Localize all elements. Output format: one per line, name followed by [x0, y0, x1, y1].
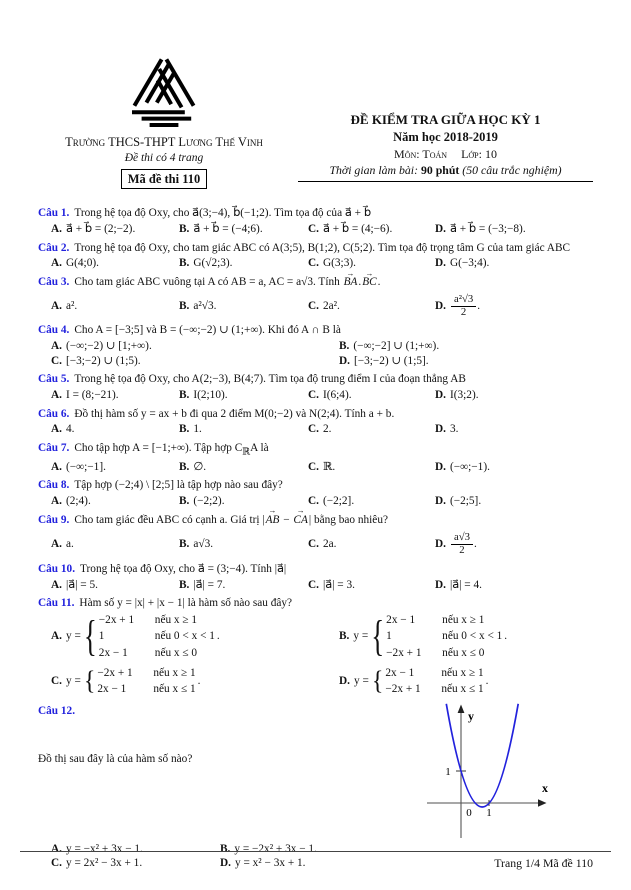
- vector-BC: BC →: [362, 275, 376, 290]
- school-block: [38, 56, 290, 189]
- option-d: [435, 388, 593, 403]
- option-b-key: B.: [179, 538, 190, 551]
- fraction-numerator: a²√3: [451, 294, 476, 307]
- option-c-text: (−2;2].: [322, 494, 355, 507]
- case-expr: −2x + 1: [98, 613, 135, 626]
- option-a-text: (−∞;−1].: [65, 460, 106, 473]
- piecewise-cases: [99, 612, 215, 661]
- option-a-key: A.: [51, 223, 62, 236]
- question-6-stem: [38, 407, 593, 422]
- option-a-text: a⃗ + b⃗ = (2;−2).: [65, 223, 136, 236]
- option-a: [51, 460, 177, 475]
- option-b-key: B.: [179, 578, 190, 591]
- vector-CA: CA →: [293, 513, 307, 528]
- option-d: [435, 422, 593, 437]
- question-2-stem: [38, 241, 593, 256]
- question-4-options: [51, 339, 593, 368]
- option-d-key: D.: [435, 460, 446, 473]
- question-9-stem: [38, 513, 593, 528]
- vector-BA: BA →: [344, 275, 358, 290]
- option-a-text: G(4;0).: [65, 257, 99, 270]
- option-d-suffix: .: [473, 538, 477, 551]
- question-7-options: [51, 460, 593, 475]
- case-expr: −2x + 1: [386, 646, 422, 659]
- option-d-key: D.: [435, 299, 446, 312]
- question-7-text-end: A là: [250, 442, 269, 455]
- option-c: [51, 665, 337, 698]
- case-cond: nếu x ≥ 1: [442, 613, 485, 626]
- case-expr: 2x − 1: [386, 613, 416, 626]
- option-c-text: 2.: [322, 423, 332, 436]
- option-b-text: y = −2x² + 3x − 1.: [234, 842, 317, 855]
- x-tick-label: 1: [486, 806, 492, 819]
- question-8-stem: [38, 478, 593, 493]
- option-a-key: A.: [51, 460, 62, 473]
- option-c-text: |a⃗| = 3.: [322, 578, 355, 591]
- option-b: [179, 460, 306, 475]
- option-d-key: D.: [435, 389, 446, 402]
- piecewise-cases: [386, 612, 502, 661]
- option-d: [435, 531, 593, 558]
- option-b-key: B.: [220, 842, 231, 855]
- set-complement-subscript: ℝ: [242, 447, 251, 458]
- option-c-text: 2a.: [322, 538, 337, 551]
- exam-grade: Lớp: 10: [461, 146, 497, 161]
- question-6-number: Câu 6.: [38, 407, 70, 420]
- duration-prefix: Thời gian làm bài:: [329, 163, 421, 178]
- option-b-key: B.: [179, 389, 190, 402]
- option-d-key: D.: [435, 494, 446, 507]
- question-11-number: Câu 11.: [38, 597, 75, 610]
- function-lead: y =: [353, 630, 369, 643]
- option-d: [435, 256, 593, 271]
- option-a-text: (2;4).: [65, 494, 91, 507]
- option-c-key: C.: [308, 494, 319, 507]
- question-9-text-end: | bằng bao nhiêu?: [308, 513, 388, 526]
- exam-info-block: [298, 112, 593, 182]
- y-axis-label: y: [468, 708, 474, 723]
- option-a-text: y = −x² + 3x − 1.: [65, 842, 143, 855]
- case-cond: nếu x ≤ 1: [153, 683, 196, 696]
- case-cond: nếu x ≥ 1: [153, 667, 196, 679]
- function-lead: y =: [65, 630, 81, 643]
- option-c-key: C.: [308, 223, 319, 236]
- question-2-number: Câu 2.: [38, 241, 70, 254]
- brace-left: {: [371, 611, 385, 660]
- question-3: [38, 275, 593, 319]
- vector-AB: AB →: [266, 513, 280, 528]
- option-b-key: B.: [179, 257, 190, 270]
- option-c-key: C.: [51, 675, 62, 688]
- option-a-text: |a⃗| = 5.: [65, 578, 98, 591]
- parabola-curve: [446, 704, 518, 807]
- option-d-text: 3.: [449, 423, 459, 436]
- option-c: [308, 256, 433, 271]
- option-b: [179, 494, 306, 509]
- question-7-text: Cho tập hợp A = [−1;+∞). Tập hợp C: [74, 442, 243, 455]
- question-1: [38, 206, 593, 236]
- option-c-text: a⃗ + b⃗ = (4;−6).: [322, 223, 393, 236]
- question-8-number: Câu 8.: [38, 479, 70, 492]
- option-d: [339, 665, 593, 698]
- piecewise-cases: [97, 665, 195, 698]
- option-d: [339, 354, 593, 369]
- option-c-text: 2a².: [322, 299, 340, 312]
- option-b-key: B.: [179, 223, 190, 236]
- question-9-number: Câu 9.: [38, 513, 70, 526]
- y-axis-arrow: [458, 704, 465, 713]
- option-a-key: A.: [51, 578, 62, 591]
- option-a-text: 4.: [65, 423, 75, 436]
- option-a-key: A.: [51, 299, 62, 312]
- option-a: [51, 537, 177, 552]
- question-7-number: Câu 7.: [38, 442, 70, 455]
- option-a: [51, 612, 337, 661]
- option-a: [51, 422, 177, 437]
- question-4-stem: [38, 323, 593, 338]
- question-3-text-end: .: [377, 276, 381, 289]
- question-4-number: Câu 4.: [38, 324, 70, 337]
- option-d-suffix: .: [477, 299, 481, 312]
- brace-left: {: [371, 666, 384, 696]
- option-d: [435, 494, 593, 509]
- origin-label: 0: [466, 806, 472, 819]
- option-a: [51, 299, 177, 314]
- option-c: [308, 222, 433, 237]
- piecewise-cases: [385, 665, 483, 698]
- questions-list: [38, 206, 593, 871]
- case-expr: 1: [98, 630, 105, 643]
- exam-duration: [298, 163, 593, 178]
- option-a: [51, 339, 337, 354]
- question-10: [38, 562, 593, 592]
- question-6: [38, 407, 593, 437]
- question-3-stem: [38, 275, 593, 290]
- option-b-key: B.: [179, 299, 190, 312]
- fraction-denominator: 2: [459, 544, 465, 557]
- option-a-key: A.: [51, 389, 62, 402]
- option-d: [435, 222, 593, 237]
- option-b: [179, 388, 306, 403]
- question-6-options: [51, 422, 593, 437]
- case-cond: nếu x ≤ 0: [154, 646, 198, 659]
- option-a-key: A.: [51, 423, 62, 436]
- option-a-key: A.: [51, 494, 62, 507]
- option-d-key: D.: [435, 578, 446, 591]
- question-9: [38, 513, 593, 558]
- question-3-options: [51, 293, 593, 320]
- fraction: [451, 294, 476, 319]
- option-a-key: A.: [51, 538, 62, 551]
- question-9-options: [51, 531, 593, 558]
- option-c: [308, 494, 433, 509]
- question-1-number: Câu 1.: [38, 207, 70, 220]
- option-d-text: I(3;2).: [449, 389, 479, 402]
- minus-separator: −: [280, 513, 293, 526]
- option-b: [179, 256, 306, 271]
- option-d-text: G(−3;4).: [449, 257, 490, 270]
- option-b: [179, 222, 306, 237]
- question-3-text: Cho tam giác ABC vuông tại A có AB = a, AC = a√3. Tính: [74, 276, 343, 289]
- option-d: [435, 578, 593, 593]
- option-c-key: C.: [308, 299, 319, 312]
- case-cond: nếu x ≥ 1: [441, 667, 484, 679]
- option-c: [51, 354, 337, 369]
- header: [38, 56, 593, 189]
- option-d-key: D.: [339, 354, 350, 367]
- option-d: [435, 460, 593, 475]
- question-6-text: Đồ thị hàm số y = ax + b đi qua 2 điểm M(0;−2) và N(2;4). Tính a + b.: [74, 407, 395, 420]
- case-expr: −2x + 1: [385, 683, 421, 696]
- option-a-key: A.: [51, 257, 62, 270]
- question-7-stem: [38, 441, 593, 458]
- question-4-text: Cho A = [−3;5] và B = (−∞;−2) ∪ (1;+∞). Khi đó A ∩ B là: [74, 324, 341, 337]
- option-a: [51, 222, 177, 237]
- duration-value: 90 phút: [420, 163, 460, 178]
- option-c-key: C.: [308, 538, 319, 551]
- option-a: [51, 494, 177, 509]
- question-2: [38, 241, 593, 271]
- option-b-key: B.: [339, 340, 350, 353]
- exam-title: ĐỀ KIỂM TRA GIỮA HỌC KỲ 1: [350, 112, 541, 128]
- case-cond: nếu x ≥ 1: [154, 613, 198, 626]
- exam-year: Năm học 2018-2019: [393, 130, 498, 145]
- question-1-stem: [38, 206, 593, 221]
- option-d-key: D.: [339, 675, 350, 688]
- option-c-key: C.: [51, 354, 62, 367]
- question-5-number: Câu 5.: [38, 373, 70, 386]
- option-d-key: D.: [435, 538, 446, 551]
- option-a-text: I = (8;−21).: [65, 389, 119, 402]
- fraction-denominator: 2: [460, 305, 467, 318]
- option-b: [179, 422, 306, 437]
- question-10-number: Câu 10.: [38, 562, 76, 575]
- question-12: [38, 704, 593, 871]
- option-b-suffix: .: [504, 630, 508, 643]
- option-c: [308, 299, 433, 314]
- option-c-text: [−3;−2) ∪ (1;5).: [65, 354, 141, 367]
- option-b-text: (−2;2).: [193, 494, 225, 507]
- case-expr: 1: [386, 630, 392, 643]
- dot-separator: .: [358, 276, 362, 289]
- case-expr: 2x − 1: [98, 646, 128, 659]
- option-b-key: B.: [179, 423, 190, 436]
- option-c-text: y = 2x² − 3x + 1.: [65, 857, 143, 870]
- option-c-text: ℝ.: [322, 460, 336, 473]
- option-a-text: a².: [65, 299, 78, 312]
- duration-suffix: (50 câu trắc nghiệm): [459, 163, 562, 178]
- exam-code-box: Mã đề thi 110: [121, 169, 208, 189]
- option-b-text: a√3.: [193, 538, 214, 551]
- option-a-key: A.: [51, 842, 62, 855]
- option-b-key: B.: [179, 494, 190, 507]
- case-expr: 2x − 1: [385, 667, 415, 679]
- question-1-options: [51, 222, 593, 237]
- question-10-options: [51, 578, 593, 593]
- question-2-options: [51, 256, 593, 271]
- option-d-key: D.: [435, 257, 446, 270]
- option-d-key: D.: [435, 223, 446, 236]
- brace-left: {: [83, 666, 96, 696]
- option-b-text: (−∞;−2] ∪ (1;+∞).: [353, 340, 440, 353]
- option-d-text: (−∞;−1).: [449, 460, 490, 473]
- option-b: [179, 537, 306, 552]
- question-10-text: Trong hệ tọa độ Oxy, cho a⃗ = (3;−4). Tính |a⃗|: [80, 562, 287, 575]
- option-a: [51, 578, 177, 593]
- case-cond: nếu x ≤ 1: [441, 683, 484, 696]
- brace-left: {: [83, 611, 97, 660]
- question-11-options: [51, 612, 593, 698]
- option-a-suffix: .: [216, 630, 220, 643]
- x-axis-label: x: [542, 780, 548, 795]
- parabola-graph: [425, 702, 560, 842]
- school-logo-icon: [124, 56, 204, 130]
- question-5: [38, 372, 593, 402]
- option-b-text: 1.: [193, 423, 202, 436]
- option-b: [179, 578, 306, 593]
- option-a: [51, 388, 177, 403]
- question-4: [38, 323, 593, 368]
- pages-note: Đề thi có 4 trang: [124, 152, 204, 165]
- option-b-text: a⃗ + b⃗ = (−4;6).: [193, 223, 263, 236]
- option-c-key: C.: [308, 423, 319, 436]
- option-d-text: y = x² − 3x + 1.: [234, 857, 306, 870]
- option-a-key: A.: [51, 340, 62, 353]
- case-expr: −2x + 1: [97, 667, 133, 679]
- option-b-key: B.: [339, 630, 350, 643]
- option-b-text: I(2;10).: [193, 389, 228, 402]
- option-d-text: |a⃗| = 4.: [449, 578, 482, 591]
- question-5-stem: [38, 372, 593, 387]
- question-3-number: Câu 3.: [38, 276, 70, 289]
- option-c-key: C.: [308, 578, 319, 591]
- option-c-key: C.: [308, 389, 319, 402]
- question-7: [38, 441, 593, 474]
- option-b-text: ∅.: [193, 460, 207, 473]
- question-5-text: Trong hệ tọa độ Oxy, cho A(2;−3), B(4;7). Tìm tọa độ trung điểm I của đoạn thẳng AB: [74, 373, 466, 386]
- option-b-key: B.: [179, 460, 190, 473]
- function-lead: y =: [65, 675, 81, 688]
- function-lead: y =: [353, 675, 369, 688]
- question-9-text: Cho tam giác đều ABC có cạnh a. Giá trị |: [74, 513, 265, 526]
- case-cond: nếu 0 < x < 1: [442, 630, 503, 643]
- question-12-number: Câu 12.: [38, 704, 76, 717]
- option-d-text: a⃗ + b⃗ = (−3;−8).: [449, 223, 526, 236]
- option-b: [339, 339, 593, 354]
- option-c-key: C.: [51, 857, 62, 870]
- case-cond: nếu 0 < x < 1: [154, 630, 215, 643]
- question-8-text: Tập hợp (−2;4) \ [2;5] là tập hợp nào sau đây?: [74, 479, 283, 492]
- option-c-key: C.: [308, 257, 319, 270]
- option-a-text: (−∞;−2) ∪ [1;+∞).: [65, 340, 152, 353]
- fraction: [451, 532, 473, 557]
- question-2-text: Trong hệ tọa độ Oxy, cho tam giác ABC có A(3;5), B(1;2), C(5;2). Tìm tọa độ trọng tâm G của tam giác ABC: [74, 241, 571, 254]
- option-c: [308, 537, 433, 552]
- option-d-key: D.: [220, 857, 231, 870]
- question-1-text: Trong hệ tọa độ Oxy, cho a⃗(3;−4), b⃗(−1;2). Tìm tọa độ của a⃗ + b⃗: [74, 207, 372, 220]
- option-c: [308, 388, 433, 403]
- option-c-text: I(6;4).: [322, 389, 352, 402]
- option-c: [308, 578, 433, 593]
- option-a-key: A.: [51, 630, 62, 643]
- question-8: [38, 478, 593, 508]
- option-b-text: a²√3.: [193, 299, 217, 312]
- page-indicator: Trang 1/4 Mã đề 110: [494, 856, 593, 870]
- option-c-suffix: .: [197, 675, 201, 688]
- option-c: [308, 422, 433, 437]
- question-5-options: [51, 388, 593, 403]
- option-b-text: G(√2;3).: [193, 257, 233, 270]
- option-c-key: C.: [308, 460, 319, 473]
- exam-subject-grade: [298, 147, 593, 163]
- option-a-text: a.: [65, 538, 74, 551]
- question-8-options: [51, 494, 593, 509]
- x-axis-arrow: [538, 799, 547, 807]
- exam-subject: Môn: Toán: [394, 146, 448, 161]
- option-d-suffix: .: [485, 675, 489, 688]
- option-c: [308, 460, 433, 475]
- option-d-text: [−3;−2) ∪ (1;5].: [353, 354, 429, 367]
- question-11-text: Hàm số y = |x| + |x − 1| là hàm số nào sau đây?: [79, 597, 293, 610]
- case-expr: 2x − 1: [97, 683, 127, 696]
- option-d-text: (−2;5].: [449, 494, 482, 507]
- option-d: [435, 293, 593, 320]
- fraction-numerator: a√3: [451, 532, 473, 545]
- question-11-stem: [38, 596, 593, 611]
- question-10-stem: [38, 562, 593, 577]
- case-cond: nếu x ≤ 0: [442, 646, 485, 659]
- question-12-text: Đồ thị sau đây là của hàm số nào?: [38, 753, 193, 766]
- option-a: [51, 256, 177, 271]
- school-name: Trường THCS-THPT Lương Thế Vinh: [65, 135, 263, 149]
- question-11: [38, 596, 593, 698]
- option-b-text: |a⃗| = 7.: [193, 578, 226, 591]
- option-b: [179, 299, 306, 314]
- option-c-text: G(3;3).: [322, 257, 356, 270]
- y-tick-label: 1: [445, 765, 451, 778]
- option-d-key: D.: [435, 423, 446, 436]
- footer: [20, 851, 611, 871]
- option-b: [339, 612, 593, 661]
